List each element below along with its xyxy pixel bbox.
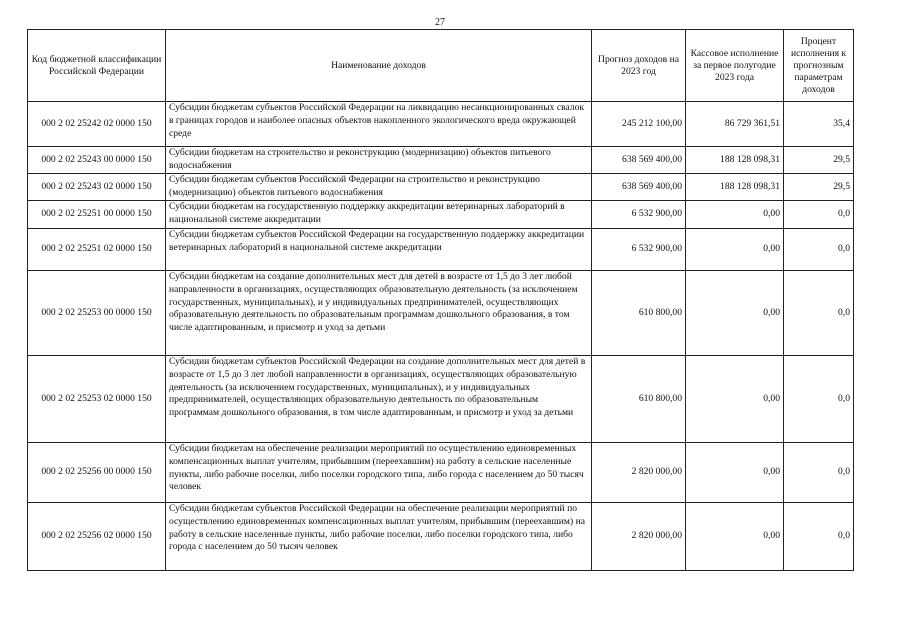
row-execution: 0,00: [686, 443, 784, 503]
row-name: Субсидии бюджетам на создание дополнительных мест для детей в возрасте от 1,5 до 3 лет любой направленности в организациях, осуществляющих образовательную деятельность (за исключением государственных, муниципальных), и у индивидуальных предпринимателей, осуществляющих образовательную деятельность по образовательным программам дошкольного образования, в том числе адаптированным, и присмотр и уход за детьми: [166, 271, 592, 356]
row-forecast: 610 800,00: [592, 356, 686, 443]
row-percent: 0,0: [784, 503, 854, 571]
row-forecast: 638 569 400,00: [592, 174, 686, 201]
row-percent: 0,0: [784, 356, 854, 443]
row-execution: 0,00: [686, 271, 784, 356]
row-code: 000 2 02 25251 02 0000 150: [28, 229, 166, 271]
header-code: Код бюджетной классификации Российской Федерации: [28, 30, 166, 102]
row-code: 000 2 02 25242 02 0000 150: [28, 102, 166, 147]
row-name: Субсидии бюджетам на государственную поддержку аккредитации ветеринарных лабораторий в национальной системе аккредитации: [166, 201, 592, 229]
row-forecast: 610 800,00: [592, 271, 686, 356]
row-name: Субсидии бюджетам субъектов Российской Федерации на ликвидацию несанкционированных свалок в границах городов и наиболее опасных объектов накопленного экологического вреда окружающей среде: [166, 102, 592, 147]
row-code: 000 2 02 25256 00 0000 150: [28, 443, 166, 503]
row-forecast: 6 532 900,00: [592, 229, 686, 271]
table-row: [28, 356, 854, 443]
row-execution: 0,00: [686, 356, 784, 443]
row-forecast: 6 532 900,00: [592, 201, 686, 229]
row-code: 000 2 02 25253 00 0000 150: [28, 271, 166, 356]
row-percent: 35,4: [784, 102, 854, 147]
row-name: Субсидии бюджетам субъектов Российской Федерации на создание дополнительных мест для детей в возрасте от 1,5 до 3 лет любой направленности в организациях, осуществляющих образовательную деятельность (за исключением государственных, муниципальных), и у индивидуальных предпринимателей, осуществляющих образовательную деятельность по образовательным программам дошкольного образования, в том числе адаптированным, и присмотр и уход за детьми: [166, 356, 592, 443]
row-name: Субсидии бюджетам на обеспечение реализации мероприятий по осуществлению единовременных компенсационных выплат учителям, прибывшим (переехавшим) на работу в сельские населенные пункты, либо рабочие поселки, либо поселки городского типа, либо города с населением до 50 тысяч человек: [166, 443, 592, 503]
row-percent: 0,0: [784, 201, 854, 229]
table-row: [28, 147, 854, 174]
row-percent: 29,5: [784, 174, 854, 201]
row-name: Субсидии бюджетам субъектов Российской Федерации на строительство и реконструкцию (модернизацию) объектов питьевого водоснабжения: [166, 174, 592, 201]
row-forecast: 245 212 100,00: [592, 102, 686, 147]
row-forecast: 2 820 000,00: [592, 443, 686, 503]
table-row: [28, 271, 854, 356]
row-name: Субсидии бюджетам на строительство и реконструкцию (модернизацию) объектов питьевого водоснабжения: [166, 147, 592, 174]
table-row: [28, 443, 854, 503]
header-forecast: Прогноз доходов на 2023 год: [592, 30, 686, 102]
row-name: Субсидии бюджетам субъектов Российской Федерации на государственную поддержку аккредитации ветеринарных лабораторий в национальной системе аккредитации: [166, 229, 592, 271]
table-row: [28, 174, 854, 201]
table-row: [28, 503, 854, 571]
row-name: Субсидии бюджетам субъектов Российской Федерации на обеспечение реализации мероприятий по осуществлению единовременных компенсационных выплат учителям, прибывшим (переехавшим) на работу в сельские населенные пункты, либо рабочие поселки, либо поселки городского типа, либо города с населением до 50 тысяч человек: [166, 503, 592, 571]
table-row: [28, 229, 854, 271]
header-execution: Кассовое исполнение за первое полугодие 2023 года: [686, 30, 784, 102]
row-execution: 0,00: [686, 229, 784, 271]
row-percent: 0,0: [784, 271, 854, 356]
header-percent: Процент исполнения к прогнозным параметрам доходов: [784, 30, 854, 102]
table-row: [28, 201, 854, 229]
page-number: 27: [435, 17, 445, 28]
row-code: 000 2 02 25251 00 0000 150: [28, 201, 166, 229]
row-code: 000 2 02 25243 00 0000 150: [28, 147, 166, 174]
row-execution: 86 729 361,51: [686, 102, 784, 147]
income-table: [27, 29, 854, 571]
row-execution: 0,00: [686, 503, 784, 571]
row-percent: 0,0: [784, 229, 854, 271]
row-code: 000 2 02 25243 02 0000 150: [28, 174, 166, 201]
row-forecast: 638 569 400,00: [592, 147, 686, 174]
table-row: [28, 102, 854, 147]
row-forecast: 2 820 000,00: [592, 503, 686, 571]
row-percent: 29,5: [784, 147, 854, 174]
row-execution: 188 128 098,31: [686, 174, 784, 201]
row-execution: 188 128 098,31: [686, 147, 784, 174]
header-name: Наименование доходов: [166, 30, 592, 102]
row-percent: 0,0: [784, 443, 854, 503]
row-code: 000 2 02 25253 02 0000 150: [28, 356, 166, 443]
row-execution: 0,00: [686, 201, 784, 229]
row-code: 000 2 02 25256 02 0000 150: [28, 503, 166, 571]
